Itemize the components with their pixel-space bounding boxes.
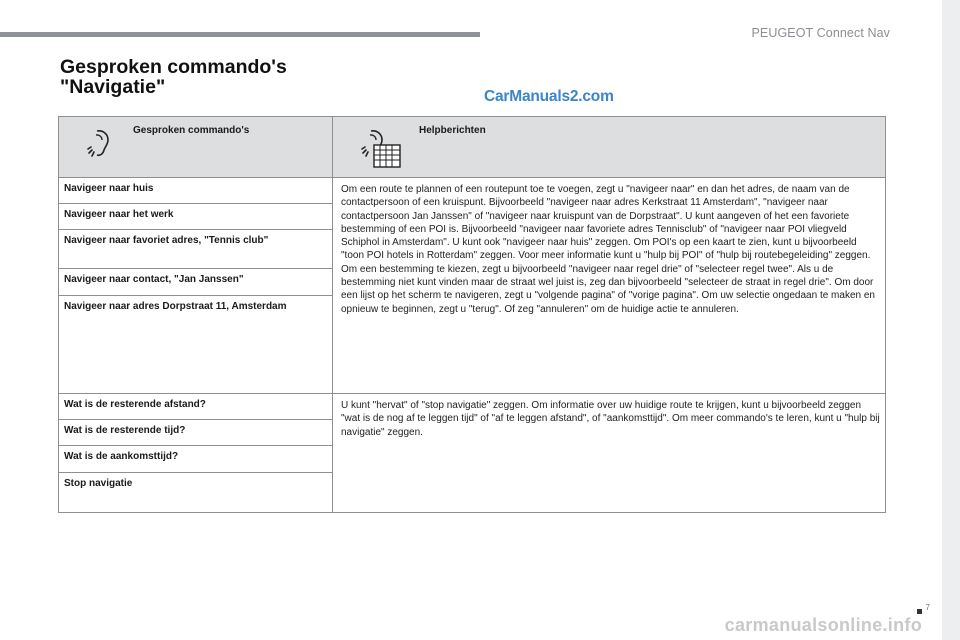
commands-cell-navigate — [59, 178, 333, 394]
header-commands — [59, 117, 333, 178]
command-item: Wat is de resterende tijd? — [59, 420, 332, 446]
command-item: Navigeer naar contact, "Jan Janssen" — [59, 269, 332, 296]
watermark-link[interactable]: CarManuals2.com — [484, 88, 614, 105]
command-item: Navigeer naar het werk — [59, 204, 332, 230]
page-number: 7 — [925, 603, 930, 612]
footer-watermark[interactable]: carmanualsonline.info — [724, 615, 922, 635]
voice-commands-table — [58, 116, 886, 513]
commands-cell-route-info — [59, 394, 333, 513]
command-item: Wat is de resterende afstand? — [59, 394, 332, 420]
table-header-row — [59, 117, 886, 178]
help-text: Om een route te plannen of een routepunt toe te voegen, zegt u "navigeer naar" en dan het adres, de naam van de contactpersoon of een kruispunt. Bijvoorbeeld "navigeer naar adres Kerkstraat 11 Amsterdam", "navigeer naar contactpersoon Jan Janssen" of "navigeer naar kruispunt van de Dorpstraat". U kunt aangeven of het een favoriete bestemming of een POI is. Bijvoorbeeld "navigeer naar favoriete adres Tennisclub" of "navigeer naar POI vliegveld Schiphol in Amsterdam". U kunt ook "navigeer naar huis" zeggen. Om POI's op een kaart te zien, kunt u bijvoorbeeld "toon POI hotels in Rotterdam" zeggen. Voor meer informatie kunt u "hulp bij POI" of "hulp bij routebegeleiding" zeggen. Om een bestemming te kiezen, zegt u bijvoorbeeld "navigeer naar regel drie" of "selecteer regel twee". Als u de bestemming niet kunt vinden maar de straat wel juist is, zeg dan bijvoorbeeld "selecteer de straat in regel drie". Om door een lijst op het scherm te navigeren, zegt u "volgende pagina" of "vorige pagina". Om uw selectie ongedaan te maken en opnieuw te beginnen, zegt u "terug". Of zeg "annuleren" om de huidige actie te annuleren. — [341, 184, 875, 315]
help-text: U kunt "hervat" of "stop navigatie" zeggen. Om informatie over uw huidige route te krijgen, kunt u bijvoorbeeld zeggen "wat is de nog af te leggen tijd" of "af te leggen afstand", of "aankomsttijd". Om meer commando's te leren, kunt u "hulp bij navigatie" zeggen. — [341, 400, 880, 438]
voice-command-icon — [83, 127, 117, 165]
page-title-line2: "Navigatie" — [60, 76, 166, 98]
side-rail — [942, 0, 960, 640]
command-item: Navigeer naar huis — [59, 178, 332, 204]
page-title — [60, 57, 287, 97]
help-text-route-info — [333, 394, 886, 513]
brand-title: PEUGEOT Connect Nav — [751, 26, 890, 40]
command-item: Stop navigatie — [64, 478, 133, 489]
help-text-navigate — [333, 178, 886, 394]
header-help — [333, 117, 886, 178]
voice-help-icon — [357, 127, 403, 173]
header-help-label: Helpberichten — [419, 125, 486, 136]
header-commands-label: Gesproken commando's — [133, 125, 250, 136]
command-item: Wat is de aankomsttijd? — [59, 446, 332, 473]
header-rule — [0, 32, 480, 37]
page-title-line1: Gesproken commando's — [60, 56, 287, 78]
table-row-route-info — [59, 394, 886, 513]
command-item: Navigeer naar favoriet adres, "Tennis club" — [59, 230, 332, 269]
table-row-navigate — [59, 178, 886, 394]
page-marker — [917, 609, 922, 614]
command-item: Navigeer naar adres Dorpstraat 11, Amsterdam — [64, 301, 287, 312]
